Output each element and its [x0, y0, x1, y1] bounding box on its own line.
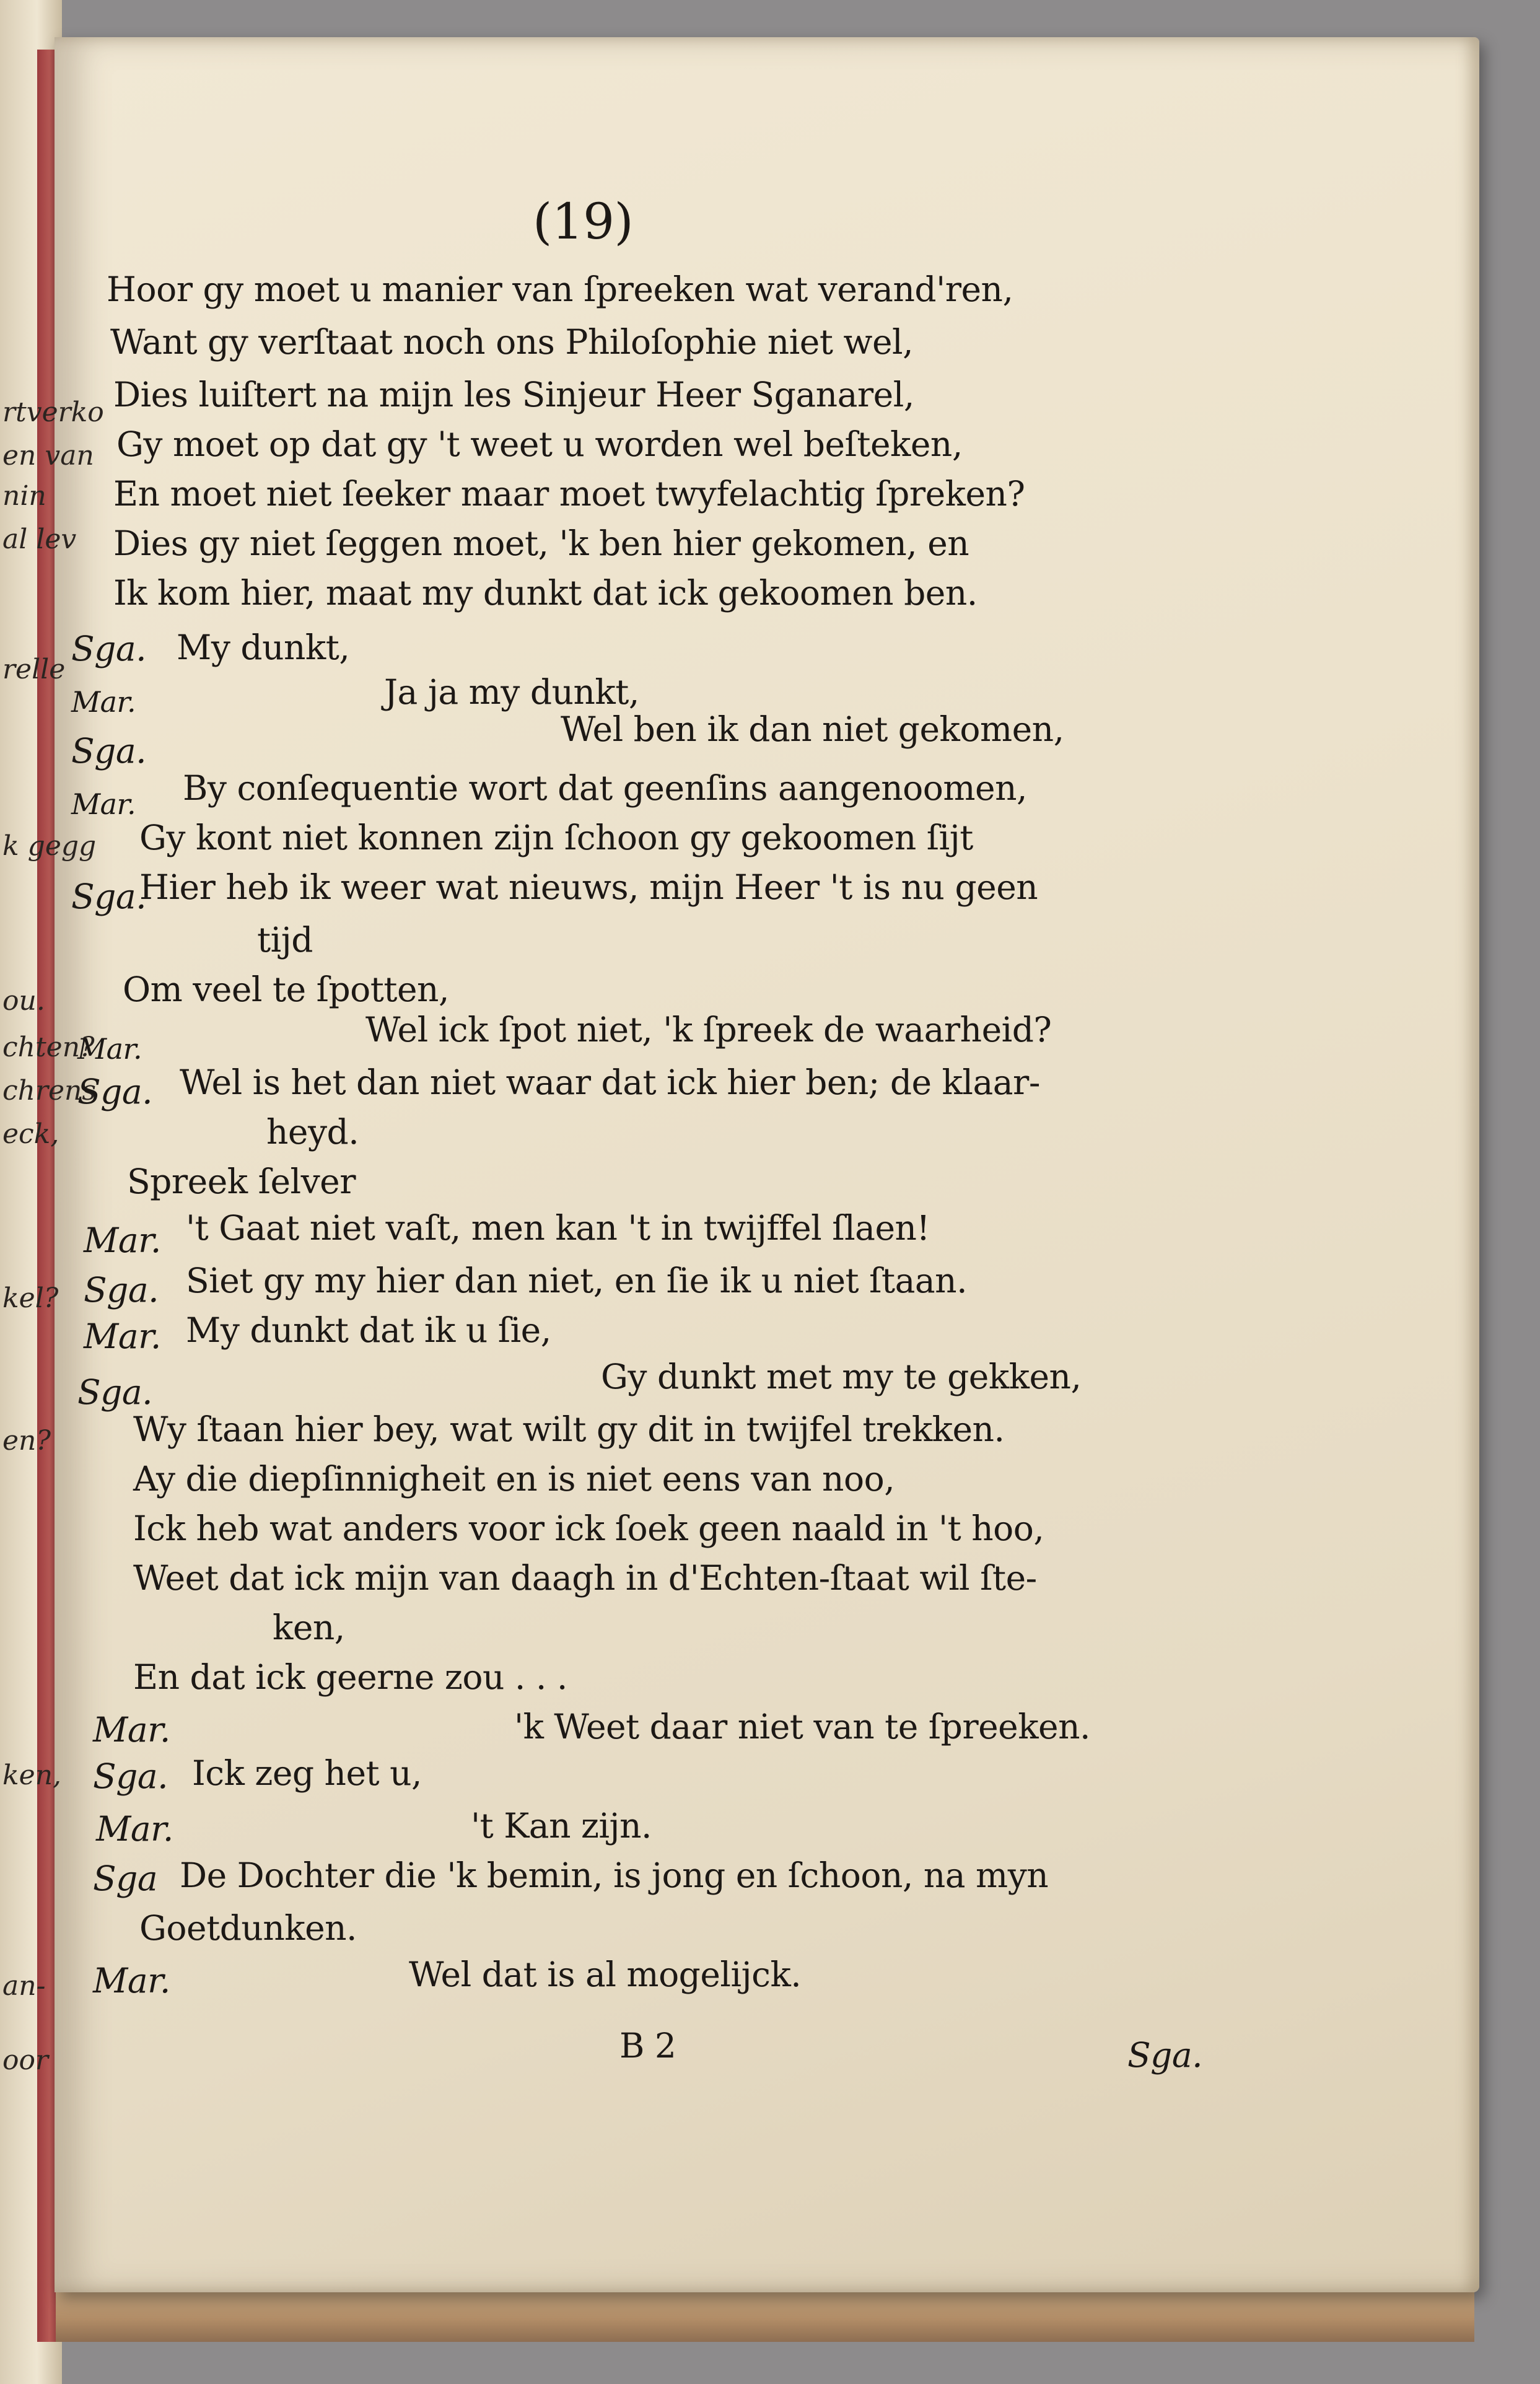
margin-fragment: al lev — [2, 524, 77, 555]
text-line: Ja ja my dunkt, — [384, 672, 639, 712]
text-line: Siet gy my hier dan niet, en ſie ik u niet ſtaan. — [186, 1261, 968, 1300]
speaker-label: Sga. — [77, 1372, 153, 1412]
text-line: Dies gy niet ſeggen moet, 'k ben hier gekomen, en — [113, 524, 969, 563]
speaker-label: Mar. — [84, 1317, 161, 1356]
text-line: En dat ick geerne zou . . . — [133, 1657, 567, 1697]
page-number: (19) — [533, 193, 634, 250]
margin-fragment: oor — [2, 2044, 49, 2076]
text-line: Ik kom hier, maat my dunkt dat ick gekoomen ben. — [113, 573, 978, 613]
speaker-label: Sga. — [71, 629, 147, 668]
margin-fragment: eck, — [2, 1118, 59, 1150]
speaker-label: Mar. — [96, 1809, 173, 1849]
speaker-label: Sga. — [71, 731, 147, 771]
text-line: De Dochter die 'k bemin, is jong en ſchoon, na myn — [180, 1856, 1049, 1895]
text-line: tijd — [257, 920, 313, 960]
margin-fragment: ou. — [2, 985, 45, 1017]
margin-fragment: ken, — [2, 1760, 62, 1791]
margin-fragment: en van — [2, 440, 94, 471]
margin-fragment: rtverko — [2, 397, 104, 428]
margin-fragment: an- — [2, 1970, 46, 2002]
text-line: ken, — [273, 1608, 345, 1647]
text-line: Ay die diepſinnigheit en is niet eens van noo, — [133, 1459, 895, 1499]
speaker-label: Mar. — [77, 1032, 142, 1066]
text-line: En moet niet ſeeker maar moet twyfelachtig ſpreken? — [113, 474, 1025, 514]
speaker-label: Mar. — [84, 1220, 161, 1260]
speaker-label: Mar. — [71, 685, 136, 719]
speaker-label: Sga. — [84, 1270, 159, 1310]
text-line: heyd. — [266, 1112, 359, 1152]
margin-fragment: nin — [2, 480, 46, 512]
text-line: Spreek ſelver — [127, 1162, 356, 1201]
catchword: Sga. — [1127, 2035, 1203, 2075]
text-line: Gy moet op dat gy 't weet u worden wel beſteken, — [116, 424, 963, 464]
text-line: Wel ick ſpot niet, 'k ſpreek de waarheid? — [365, 1010, 1052, 1050]
text-line: 't Gaat niet vaſt, men kan 't in twijffel ſlaen! — [186, 1208, 930, 1248]
text-line: 'k Weet daar niet van te ſpreeken. — [514, 1707, 1091, 1746]
text-line: Hier heb ik weer wat nieuws, mijn Heer 't is nu geen — [139, 867, 1038, 907]
margin-fragment: chrens — [2, 1075, 96, 1107]
text-line: Wel dat is al mogelijck. — [409, 1955, 802, 1994]
text-line: Hoor gy moet u manier van ſpreeken wat verand'ren, — [107, 270, 1013, 309]
speaker-label: Sga — [93, 1859, 158, 1898]
text-line: By conſequentie wort dat geenſins aangenoomen, — [183, 768, 1028, 808]
margin-fragment: kel? — [2, 1282, 59, 1314]
signature-mark: B 2 — [619, 2026, 676, 2066]
speaker-label: Mar. — [93, 1961, 170, 2001]
text-line: 't Kan zijn. — [471, 1806, 652, 1846]
speaker-label: Mar. — [71, 787, 136, 821]
speaker-label: Sga. — [77, 1072, 153, 1111]
speaker-label: Sga. — [71, 877, 147, 916]
margin-fragment: relle — [2, 654, 66, 685]
text-line: Weet dat ick mijn van daagh in d'Echten-ſtaat wil ſte- — [133, 1558, 1037, 1598]
margin-fragment: k gegg — [2, 830, 97, 862]
text-line: Wel is het dan niet waar dat ick hier ben; de klaar- — [180, 1063, 1040, 1102]
text-line: Ick zeg het u, — [192, 1753, 422, 1793]
text-line: Ick heb wat anders voor ick ſoek geen naald in 't hoo, — [133, 1509, 1044, 1548]
text-line: Goetdunken. — [139, 1908, 357, 1948]
margin-fragment: chten? — [2, 1032, 95, 1063]
text-line: Wy ſtaan hier bey, wat wilt gy dit in twijfel trekken. — [133, 1409, 1005, 1449]
text-line: Gy dunkt met my te gekken, — [601, 1357, 1082, 1396]
speaker-label: Mar. — [93, 1710, 170, 1750]
text-line: Wel ben ik dan niet gekomen, — [561, 709, 1064, 749]
text-line: Dies luiſtert na mijn les Sinjeur Heer Sganarel, — [113, 375, 914, 414]
text-line: Want gy verſtaat noch ons Philoſophie niet wel, — [110, 322, 914, 362]
text-line: My dunkt, — [177, 628, 350, 667]
margin-fragment: en? — [2, 1425, 51, 1457]
text-line: My dunkt dat ik u ſie, — [186, 1310, 551, 1350]
text-line: Gy kont niet konnen zijn ſchoon gy gekoomen ſijt — [139, 818, 973, 857]
speaker-label: Sga. — [93, 1756, 168, 1796]
text-line: Om veel te ſpotten, — [123, 970, 449, 1009]
